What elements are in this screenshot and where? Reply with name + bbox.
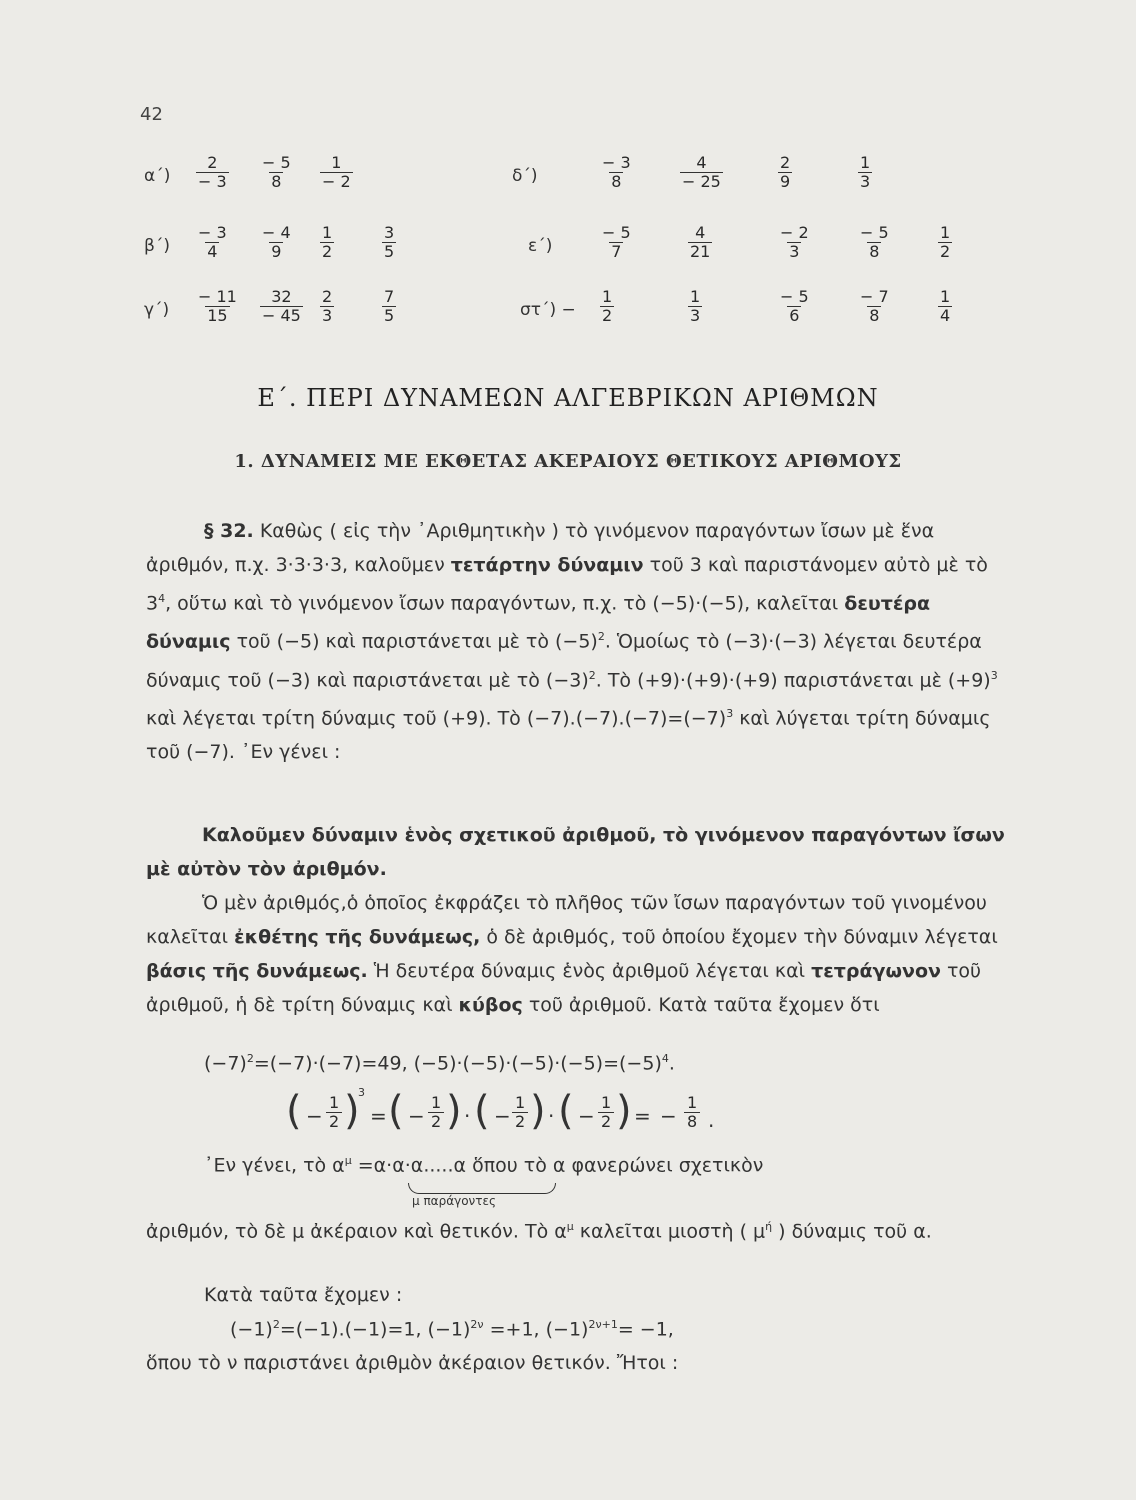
denominator: 8	[869, 306, 880, 325]
text: , οὕτω καὶ τὸ γινόμενον ἴσων παραγόντων, π.χ. τὸ (−5)·(−5), καλεῖται	[165, 592, 845, 615]
denominator: − 25	[682, 172, 721, 191]
text: ) δύναμις τοῦ α.	[772, 1220, 932, 1243]
paren: (	[388, 1088, 404, 1134]
fraction	[512, 1094, 528, 1131]
fraction	[326, 1094, 342, 1131]
denominator: 2	[602, 306, 613, 325]
exponent: 4	[158, 592, 166, 605]
section-number: § 32.	[204, 520, 254, 542]
numerator: − 2	[780, 223, 809, 242]
minus: −	[494, 1104, 511, 1128]
general-power-line	[204, 1154, 763, 1176]
paren: )	[530, 1088, 546, 1134]
denominator: − 3	[198, 172, 227, 191]
left-fraction	[196, 288, 239, 325]
numerator: 3	[384, 223, 395, 242]
exponent: ή	[765, 1220, 773, 1233]
denominator: 2	[428, 1112, 444, 1131]
numerator: − 11	[198, 287, 237, 306]
numerator: − 5	[602, 223, 631, 242]
exercise-label: δ΄)	[512, 166, 538, 186]
numerator: 2	[780, 153, 791, 172]
right-fraction	[938, 288, 952, 325]
exercise-row	[0, 286, 1136, 336]
exercise-row	[0, 152, 1136, 202]
paragraph-therefore: Κατὰ ταῦτα ἔχομεν :	[204, 1284, 403, 1306]
numerator: 4	[695, 223, 706, 242]
paren: )	[446, 1088, 462, 1134]
denominator: 15	[207, 306, 228, 325]
left-fraction	[382, 224, 396, 261]
denominator: 3	[690, 306, 701, 325]
text: ὁ δὲ ἀριθμός, τοῦ ὁποίου ἔχομεν τὴν δύναμιν λέγεται	[480, 926, 998, 948]
text: Ἡ δευτέρα δύναμις ἑνὸς ἀριθμοῦ λέγεται καὶ	[367, 960, 812, 982]
exponent: 3	[726, 706, 734, 720]
numerator: 4	[696, 153, 707, 172]
left-fraction	[320, 288, 334, 325]
text: ᾿Εν γένει, τὸ α	[204, 1154, 345, 1177]
numerator: 1	[687, 1093, 698, 1112]
denominator: 8	[611, 172, 622, 191]
exponent: 3	[358, 1086, 365, 1099]
left-fraction	[382, 288, 396, 325]
numerator: − 5	[780, 287, 809, 306]
denominator: 7	[611, 242, 622, 261]
numerator: 2	[207, 153, 218, 172]
numerator: 2	[322, 287, 333, 306]
denominator: 2	[322, 242, 333, 261]
term: τετράγωνον	[811, 960, 941, 982]
text: = −1,	[617, 1318, 674, 1341]
denominator: 2	[326, 1112, 342, 1131]
denominator: 21	[690, 242, 711, 261]
minus: −	[408, 1104, 425, 1128]
denominator: 3	[322, 306, 333, 325]
denominator: 9	[271, 242, 282, 261]
denominator: 6	[789, 306, 800, 325]
equation-minus-one	[230, 1318, 674, 1340]
denominator: 2	[598, 1112, 614, 1131]
exercise-label: γ΄)	[144, 300, 170, 320]
text: (−7)	[204, 1052, 247, 1075]
paren: (	[286, 1088, 302, 1134]
exponent: 2	[588, 668, 596, 682]
exponent: 2ν+1	[588, 1318, 618, 1331]
denominator: 8	[869, 242, 880, 261]
numerator: − 5	[860, 223, 889, 242]
text: Ὁ μὲν ἀριθμός,ὁ ὁποῖος ἐκφράζει τὸ πλῆθος τῶν ἴσων παραγόντων τοῦ γινομένου καλεῖται	[146, 892, 987, 948]
left-fraction	[196, 224, 229, 261]
right-fraction	[858, 154, 872, 191]
fraction	[428, 1094, 444, 1131]
exponent: 2	[272, 1318, 280, 1331]
term: ἐκθέτης τῆς δυνάμεως,	[234, 926, 481, 948]
numerator: 1	[431, 1093, 442, 1112]
numerator: 32	[271, 287, 292, 306]
exponent: 4	[661, 1052, 669, 1065]
exponent: 2	[597, 630, 605, 644]
page-number: 42	[140, 104, 163, 125]
right-fraction	[688, 224, 712, 261]
left-fraction	[320, 224, 334, 261]
minus: −	[578, 1104, 595, 1128]
numerator: 7	[384, 287, 395, 306]
numerator: 1	[331, 153, 342, 172]
exponent: 3	[990, 668, 998, 682]
fraction	[598, 1094, 614, 1131]
exercise-label: β΄)	[144, 236, 170, 256]
right-fraction	[938, 224, 952, 261]
right-fraction	[600, 154, 633, 191]
numerator: − 5	[262, 153, 291, 172]
text: .	[668, 1052, 675, 1075]
numerator: 1	[690, 287, 701, 306]
left-fraction	[260, 288, 303, 325]
definition: Καλοῦμεν δύναμιν ἑνὸς σχετικοῦ ἀριθμοῦ, τὸ γινόμενον παραγόντων ἴσων μὲ αὐτὸν τὸν ἀριθμόν.	[146, 824, 1005, 880]
text: ἀριθμόν, τὸ δὲ μ ἀκέραιον καὶ θετικόν. Τὸ α	[146, 1220, 567, 1243]
numerator: − 7	[860, 287, 889, 306]
exercise-label: α΄)	[144, 166, 171, 186]
paren: (	[558, 1088, 574, 1134]
text: καὶ λέγεται τρίτη δύναμις τοῦ (+9). Τὸ (−7).(−7).(−7)=(−7)	[146, 707, 727, 730]
right-fraction	[600, 224, 633, 261]
term: βάσις τῆς δυνάμεως.	[146, 960, 368, 982]
term: δευτέρα δύναμις	[146, 592, 931, 653]
exponent: μ	[344, 1154, 352, 1167]
paren: )	[616, 1088, 632, 1134]
right-fraction	[680, 154, 723, 191]
denominator: 2	[512, 1112, 528, 1131]
minus: −	[306, 1104, 323, 1128]
numerator: − 3	[602, 153, 631, 172]
text: καλεῖται μιοστὴ ( μ	[573, 1220, 766, 1243]
minus: −	[660, 1104, 677, 1128]
chapter-heading: Ε΄. ΠΕΡΙ ΔΥΝΑΜΕΩΝ ΑΛΓΕΒΡΙΚΩΝ ΑΡΙΘΜΩΝ	[257, 384, 879, 412]
section-heading: 1. ΔΥΝΑΜΕΙΣ ΜΕ ΕΚΘΕΤΑΣ ΑΚΕΡΑΙΟΥΣ ΘΕΤΙΚΟΥΣ ΑΡΙΘΜΟΥΣ	[234, 451, 902, 472]
denominator: 4	[207, 242, 218, 261]
numerator: 1	[940, 223, 951, 242]
exponent: 2	[246, 1052, 254, 1065]
underbrace	[408, 1183, 556, 1194]
exercise-row	[0, 222, 1136, 272]
text: καὶ λύγεται τρίτη δύναμις τοῦ (−7). ᾿Εν γένει :	[146, 707, 991, 764]
dot: ·	[464, 1104, 471, 1128]
text: τοῦ ἀριθμοῦ, ἡ δὲ τρίτη δύναμις καὶ	[146, 960, 982, 1016]
numerator: 1	[322, 223, 333, 242]
right-fraction	[778, 288, 811, 325]
numerator: 1	[601, 1093, 612, 1112]
text: =(−7)·(−7)=49, (−5)·(−5)·(−5)·(−5)=(−5)	[253, 1052, 662, 1075]
term: τετάρτην δύναμιν	[450, 554, 644, 576]
denominator: 5	[384, 306, 395, 325]
denominator: 9	[780, 172, 791, 191]
paragraph-mth-power	[146, 1210, 1006, 1248]
text: τοῦ ἀριθμοῦ. Κατὰ ταῦτα ἔχομεν ὅτι	[522, 994, 880, 1016]
term: κύβος	[458, 994, 523, 1016]
paren: (	[474, 1088, 490, 1134]
exercise-label: στ΄) −	[520, 300, 576, 320]
text: (−1)	[230, 1318, 273, 1341]
paren: )	[344, 1088, 360, 1134]
exponent: 2ν	[470, 1318, 484, 1331]
text: Καθὼς ( εἰς τὴν ᾿Αριθμητικὴν ) τὸ γινόμενον παραγόντων ἴσων μὲ ἕνα ἀριθμόν, π.χ. 3·3·3·3, καλοῦμεν	[146, 520, 935, 576]
numerator: 1	[940, 287, 951, 306]
paragraph-where: ὅπου τὸ ν παριστάνει ἀριθμὸν ἀκέραιον θετικόν. Ἤτοι :	[146, 1352, 679, 1374]
period: .	[708, 1108, 715, 1132]
denominator: 8	[684, 1112, 700, 1131]
text: . Ὁμοίως τὸ (−3)·(−3) λέγεται δευτέρα δύναμις τοῦ (−3) καὶ παριστάνεται μὲ τὸ (−3)	[146, 630, 982, 691]
left-fraction	[260, 154, 293, 191]
denominator: 5	[384, 242, 395, 261]
numerator: − 3	[198, 223, 227, 242]
equals: =	[634, 1104, 651, 1128]
paragraph-exponent-base	[146, 886, 1006, 1022]
text: =(−1).(−1)=1, (−1)	[279, 1318, 471, 1341]
equals: =	[370, 1104, 387, 1128]
denominator: 8	[271, 172, 282, 191]
underbrace-label: μ παράγοντες	[412, 1194, 497, 1208]
denominator: − 45	[262, 306, 301, 325]
right-fraction	[778, 224, 811, 261]
right-fraction	[778, 154, 792, 191]
numerator: 1	[602, 287, 613, 306]
text: =+1, (−1)	[483, 1318, 589, 1341]
denominator: 3	[789, 242, 800, 261]
left-fraction	[320, 154, 353, 191]
numerator: 1	[329, 1093, 340, 1112]
text: τοῦ 3 καὶ παριστάνομεν αὐτὸ μὲ τὸ 3	[146, 554, 988, 615]
right-fraction	[858, 224, 891, 261]
text: =α·α·α.....α ὅπου τὸ α φανερώνει σχετικὸν	[351, 1154, 764, 1177]
exercise-label: ε΄)	[528, 236, 553, 256]
text: . Τὸ (+9)·(+9)·(+9) παριστάνεται μὲ (+9)	[595, 668, 991, 691]
right-fraction	[600, 288, 614, 325]
right-fraction	[688, 288, 702, 325]
text: τοῦ (−5) καὶ παριστάνεται μὲ τὸ (−5)	[230, 630, 598, 653]
left-fraction	[196, 154, 229, 191]
numerator: − 4	[262, 223, 291, 242]
dot: ·	[548, 1104, 555, 1128]
right-fraction	[858, 288, 891, 325]
exponent: μ	[566, 1220, 574, 1233]
denominator: 4	[940, 306, 951, 325]
denominator: − 2	[322, 172, 351, 191]
left-fraction	[260, 224, 293, 261]
paragraph-32	[146, 514, 1006, 769]
equation-powers	[204, 1052, 675, 1074]
denominator: 2	[940, 242, 951, 261]
fraction	[684, 1094, 700, 1131]
numerator: 1	[860, 153, 871, 172]
numerator: 1	[515, 1093, 526, 1112]
denominator: 3	[860, 172, 871, 191]
